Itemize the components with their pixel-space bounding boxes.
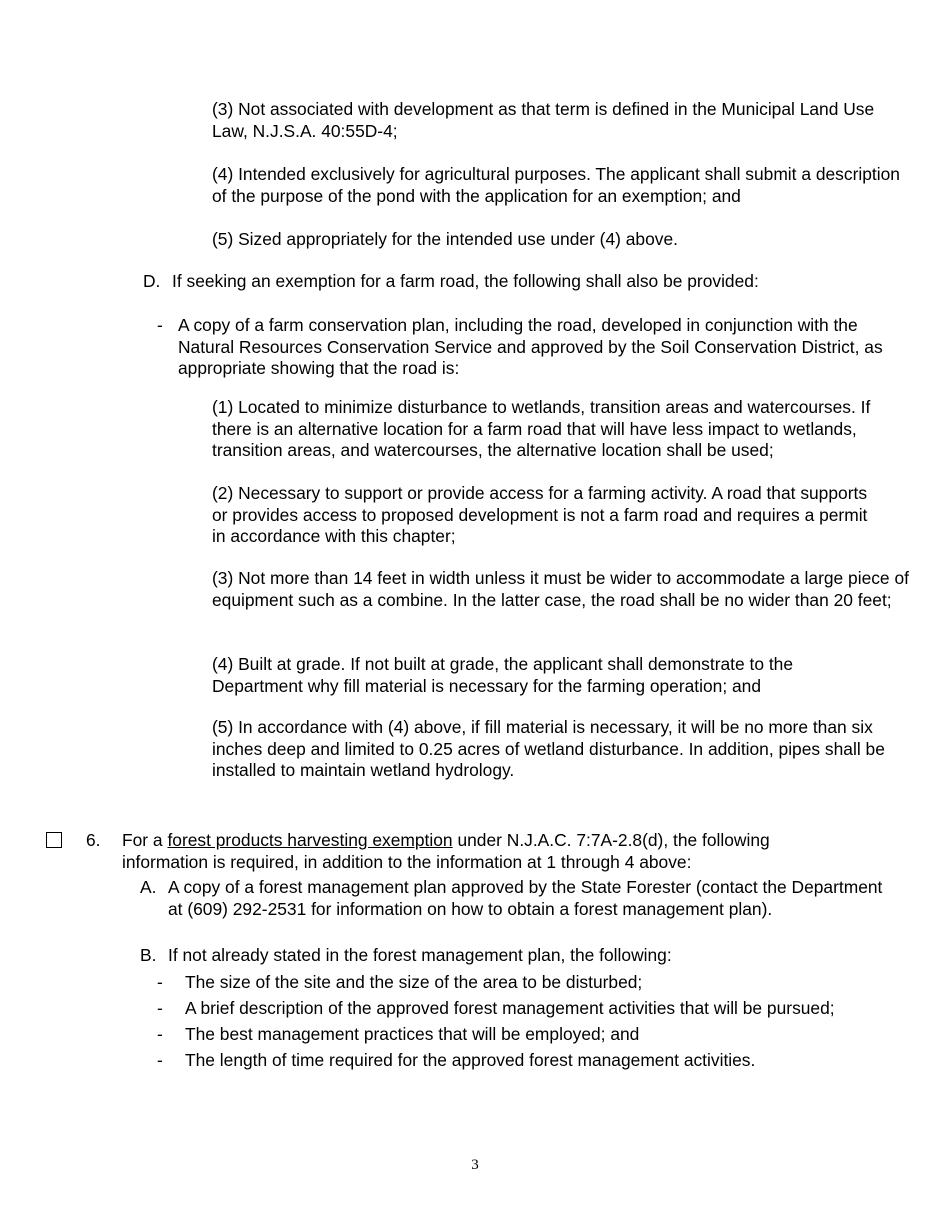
list-item: The size of the site and the size of the area to be disturbed; [185, 972, 643, 992]
farm-road-criterion-1: (1) Located to minimize disturbance to wetlands, transition areas and watercourses. If there is an alternative location for a farm road that will have less impact to wetlands, transition areas, and watercourses, the alternative location shall be used; [212, 397, 871, 461]
section-d-bullet-marker: - [157, 315, 163, 335]
section-d-heading: If seeking an exemption for a farm road, the following shall also be provided: [172, 271, 759, 291]
section-d-bullet-text: A copy of a farm conservation plan, including the road, developed in conjunction with the Natural Resources Conservation Service and approved by the Soil Conservation District, as appropriate showing that the road is: [178, 315, 883, 379]
farm-road-criterion-3: (3) Not more than 14 feet in width unless it must be wider to accommodate a large piece of equipment such as a combine. In the latter case, the road shall be no wider than 20 feet; [212, 568, 909, 610]
pond-criterion-4: (4) Intended exclusively for agricultural purposes. The applicant shall submit a description of the purpose of the pond with the application for an exemption; and [212, 164, 900, 206]
item-6-b-text: If not already stated in the forest management plan, the following: [168, 945, 672, 965]
farm-road-criterion-2: (2) Necessary to support or provide access for a farming activity. A road that supports or provides access to proposed development is not a farm road and requires a permit in accordance with this chapter; [212, 483, 868, 547]
section-d-marker: D. [143, 271, 161, 291]
pond-criterion-3: (3) Not associated with development as that term is defined in the Municipal Land Use Law, N.J.S.A. 40:55D-4; [212, 99, 875, 141]
list-item: The best management practices that will be employed; and [185, 1024, 640, 1044]
farm-road-criterion-5: (5) In accordance with (4) above, if fill material is necessary, it will be no more than six inches deep and limited to 0.25 acres of wetland disturbance. In addition, pipes shall be installed to maintain wetland hydrology. [212, 717, 885, 781]
item-6-a-marker: A. [140, 877, 157, 897]
item-6-checkbox[interactable] [46, 832, 62, 848]
farm-road-criterion-4: (4) Built at grade. If not built at grade, the applicant shall demonstrate to the Department why fill material is necessary for the farming operation; and [212, 654, 793, 696]
bullet-marker: - [157, 998, 163, 1018]
item-6-b-marker: B. [140, 945, 157, 965]
bullet-marker: - [157, 1050, 163, 1070]
item-6-suffix: under N.J.A.C. 7:7A-2.8(d), the following information is required, in addition to the information at 1 through 4 above: [122, 830, 770, 872]
list-item: The length of time required for the approved forest management activities. [185, 1050, 756, 1070]
item-6-prefix: For a [122, 830, 163, 850]
bullet-marker: - [157, 1024, 163, 1044]
item-6-intro [122, 830, 842, 873]
item-6-number: 6. [86, 830, 101, 850]
page-number: 3 [471, 1157, 479, 1173]
bullet-marker: - [157, 972, 163, 992]
item-6-a-text: A copy of a forest management plan approved by the State Forester (contact the Department at (609) 292-2531 for information on how to obtain a forest management plan). [168, 877, 883, 919]
list-item: A brief description of the approved forest management activities that will be pursued; [185, 998, 835, 1018]
pond-criterion-5: (5) Sized appropriately for the intended use under (4) above. [212, 229, 678, 249]
forest-harvesting-exemption-link[interactable]: forest products harvesting exemption [167, 830, 453, 850]
